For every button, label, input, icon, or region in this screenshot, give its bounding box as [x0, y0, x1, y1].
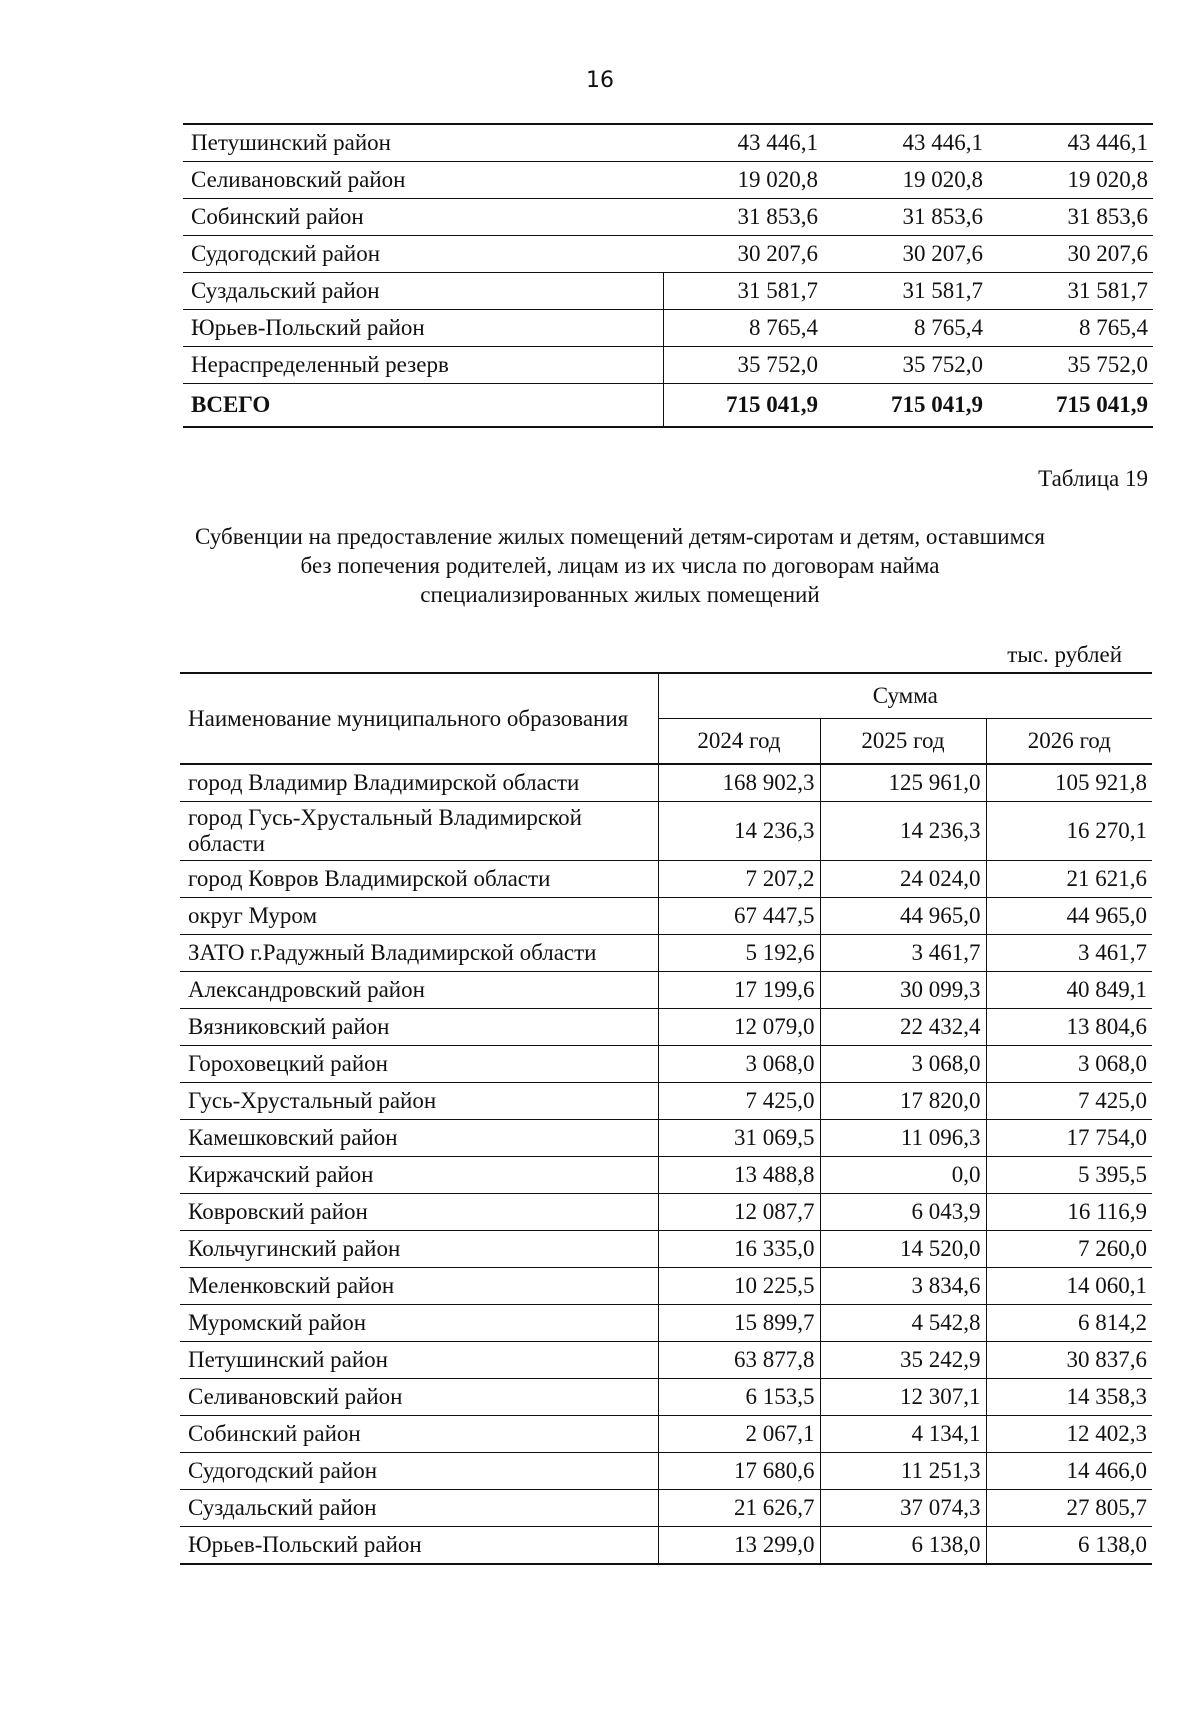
header-year-2025: 2025 год: [820, 719, 986, 765]
value-2025: 31 581,7: [823, 273, 988, 310]
header-year-2026: 2026 год: [986, 719, 1152, 765]
value-2026: 7 260,0: [986, 1231, 1152, 1268]
value-2025: 11 096,3: [820, 1120, 986, 1157]
value-2024: 13 299,0: [658, 1527, 820, 1565]
table-title: [150, 522, 1090, 609]
row-name: округ Муром: [180, 898, 658, 935]
table-row: [183, 236, 1153, 273]
row-name: Вязниковский район: [180, 1009, 658, 1046]
value-2024: 14 236,3: [658, 802, 820, 861]
value-2026: 715 041,9: [988, 384, 1153, 428]
table-row: [180, 1231, 1152, 1268]
value-2026: 14 358,3: [986, 1379, 1152, 1416]
row-name: Александровский район: [180, 972, 658, 1009]
row-name: Нераспределенный резерв: [183, 347, 663, 384]
row-name: Собинский район: [183, 199, 663, 236]
table-row: [180, 1083, 1152, 1120]
value-2025: 14 236,3: [820, 802, 986, 861]
value-2026: 16 270,1: [986, 802, 1152, 861]
value-2025: 22 432,4: [820, 1009, 986, 1046]
row-name: Муромский район: [180, 1305, 658, 1342]
header-row: [180, 673, 1152, 719]
row-name: Камешковский район: [180, 1120, 658, 1157]
row-name: город Ковров Владимирской области: [180, 861, 658, 898]
value-2025: 6 043,9: [820, 1194, 986, 1231]
table-row: [180, 1305, 1152, 1342]
value-2025: 24 024,0: [820, 861, 986, 898]
row-name: Меленковский район: [180, 1268, 658, 1305]
value-2024: 168 902,3: [658, 764, 820, 802]
value-2025: 14 520,0: [820, 1231, 986, 1268]
table-row: [183, 199, 1153, 236]
value-2025: 31 853,6: [823, 199, 988, 236]
value-2024: 7 207,2: [658, 861, 820, 898]
table-row: [183, 273, 1153, 310]
table-row: [183, 347, 1153, 384]
value-2025: 4 542,8: [820, 1305, 986, 1342]
table-row: [180, 1453, 1152, 1490]
row-name: город Владимир Владимирской области: [180, 764, 658, 802]
value-2024: 63 877,8: [658, 1342, 820, 1379]
row-name: город Гусь-Хрустальный Владимирской области: [180, 802, 658, 861]
value-2026: 30 207,6: [988, 236, 1153, 273]
table-row: [183, 310, 1153, 347]
value-2024: 10 225,5: [658, 1268, 820, 1305]
table-row: [180, 1342, 1152, 1379]
table-row: [180, 898, 1152, 935]
row-name: Гусь-Хрустальный район: [180, 1083, 658, 1120]
value-2024: 35 752,0: [663, 347, 823, 384]
value-2026: 7 425,0: [986, 1083, 1152, 1120]
value-2024: 31 069,5: [658, 1120, 820, 1157]
value-2024: 17 680,6: [658, 1453, 820, 1490]
value-2026: 40 849,1: [986, 972, 1152, 1009]
value-2026: 35 752,0: [988, 347, 1153, 384]
value-2024: 17 199,6: [658, 972, 820, 1009]
value-2025: 3 834,6: [820, 1268, 986, 1305]
value-2024: 3 068,0: [658, 1046, 820, 1083]
value-2026: 27 805,7: [986, 1490, 1152, 1527]
value-2026: 3 461,7: [986, 935, 1152, 972]
row-name: Петушинский район: [183, 124, 663, 162]
value-2024: 15 899,7: [658, 1305, 820, 1342]
row-name: ВСЕГО: [183, 384, 663, 428]
row-name: Суздальский район: [180, 1490, 658, 1527]
value-2024: 2 067,1: [658, 1416, 820, 1453]
value-2026: 17 754,0: [986, 1120, 1152, 1157]
table-row: [180, 1490, 1152, 1527]
header-sum: Сумма: [658, 673, 1152, 719]
table-title-line: без попечения родителей, лицам из их числа по договорам найма: [300, 553, 940, 578]
value-2025: 37 074,3: [820, 1490, 986, 1527]
table-row: [180, 861, 1152, 898]
row-name: Судогодский район: [180, 1453, 658, 1490]
subvention-table-body: [180, 764, 1152, 1564]
value-2026: 16 116,9: [986, 1194, 1152, 1231]
header-year-2024: 2024 год: [658, 719, 820, 765]
table-row: [180, 802, 1152, 861]
value-2026: 12 402,3: [986, 1416, 1152, 1453]
value-2025: 17 820,0: [820, 1083, 986, 1120]
value-2025: 6 138,0: [820, 1527, 986, 1565]
value-2026: 8 765,4: [988, 310, 1153, 347]
value-2024: 31 853,6: [663, 199, 823, 236]
value-2025: 3 068,0: [820, 1046, 986, 1083]
value-2026: 5 395,5: [986, 1157, 1152, 1194]
value-2025: 715 041,9: [823, 384, 988, 428]
row-name: Юрьев-Польский район: [180, 1527, 658, 1565]
table-row: [180, 1120, 1152, 1157]
value-2026: 19 020,8: [988, 162, 1153, 199]
value-2025: 3 461,7: [820, 935, 986, 972]
row-name: Гороховецкий район: [180, 1046, 658, 1083]
value-2026: 31 853,6: [988, 199, 1153, 236]
row-name: ЗАТО г.Радужный Владимирской области: [180, 935, 658, 972]
table-row: [180, 1046, 1152, 1083]
table-row: [183, 162, 1153, 199]
row-name: Юрьев-Польский район: [183, 310, 663, 347]
value-2024: 43 446,1: [663, 124, 823, 162]
row-name: Собинский район: [180, 1416, 658, 1453]
table-row: [180, 972, 1152, 1009]
value-2024: 19 020,8: [663, 162, 823, 199]
table-title-line: Субвенции на предоставление жилых помещений детям-сиротам и детям, оставшимся: [195, 524, 1045, 549]
continuation-table: [183, 123, 1153, 428]
value-2025: 8 765,4: [823, 310, 988, 347]
table-title-line: специализированных жилых помещений: [420, 582, 820, 607]
table-row: [180, 1416, 1152, 1453]
value-2025: 12 307,1: [820, 1379, 986, 1416]
table-row: [180, 1009, 1152, 1046]
row-name: Петушинский район: [180, 1342, 658, 1379]
subvention-table: [180, 672, 1152, 1565]
value-2024: 67 447,5: [658, 898, 820, 935]
table-row: [180, 1268, 1152, 1305]
row-name: Судогодский район: [183, 236, 663, 273]
value-2024: 7 425,0: [658, 1083, 820, 1120]
value-2024: 16 335,0: [658, 1231, 820, 1268]
row-name: Киржачский район: [180, 1157, 658, 1194]
table-row: [180, 1379, 1152, 1416]
value-2026: 14 466,0: [986, 1453, 1152, 1490]
value-2024: 5 192,6: [658, 935, 820, 972]
table-row: [180, 935, 1152, 972]
table-row: [180, 1194, 1152, 1231]
row-name: Ковровский район: [180, 1194, 658, 1231]
value-2025: 4 134,1: [820, 1416, 986, 1453]
table-caption: Таблица 19: [1038, 466, 1148, 491]
value-2024: 12 079,0: [658, 1009, 820, 1046]
value-2024: 31 581,7: [663, 273, 823, 310]
value-2026: 44 965,0: [986, 898, 1152, 935]
value-2025: 35 752,0: [823, 347, 988, 384]
value-2024: 6 153,5: [658, 1379, 820, 1416]
value-2026: 6 138,0: [986, 1527, 1152, 1565]
value-2026: 3 068,0: [986, 1046, 1152, 1083]
value-2024: 12 087,7: [658, 1194, 820, 1231]
value-2026: 105 921,8: [986, 764, 1152, 802]
value-2025: 44 965,0: [820, 898, 986, 935]
value-2026: 31 581,7: [988, 273, 1153, 310]
value-2025: 30 099,3: [820, 972, 986, 1009]
table-row: [183, 384, 1153, 428]
value-2025: 11 251,3: [820, 1453, 986, 1490]
header-name-col: Наименование муниципального образования: [180, 673, 658, 764]
value-2025: 30 207,6: [823, 236, 988, 273]
value-2026: 6 814,2: [986, 1305, 1152, 1342]
value-2024: 8 765,4: [663, 310, 823, 347]
value-2025: 35 242,9: [820, 1342, 986, 1379]
value-2026: 13 804,6: [986, 1009, 1152, 1046]
row-name: Кольчугинский район: [180, 1231, 658, 1268]
value-2024: 21 626,7: [658, 1490, 820, 1527]
table-row: [180, 764, 1152, 802]
value-2024: 30 207,6: [663, 236, 823, 273]
value-2026: 14 060,1: [986, 1268, 1152, 1305]
value-2025: 19 020,8: [823, 162, 988, 199]
value-2025: 0,0: [820, 1157, 986, 1194]
units-label: тыс. рублей: [1007, 642, 1122, 667]
row-name: Селивановский район: [183, 162, 663, 199]
continuation-table-body: [183, 124, 1153, 427]
value-2024: 13 488,8: [658, 1157, 820, 1194]
table-row: [183, 124, 1153, 162]
table-row: [180, 1157, 1152, 1194]
value-2025: 125 961,0: [820, 764, 986, 802]
table-row: [180, 1527, 1152, 1565]
value-2024: 715 041,9: [663, 384, 823, 428]
row-name: Селивановский район: [180, 1379, 658, 1416]
value-2026: 43 446,1: [988, 124, 1153, 162]
value-2026: 21 621,6: [986, 861, 1152, 898]
page-number: 16: [586, 68, 614, 93]
value-2025: 43 446,1: [823, 124, 988, 162]
value-2026: 30 837,6: [986, 1342, 1152, 1379]
row-name: Суздальский район: [183, 273, 663, 310]
